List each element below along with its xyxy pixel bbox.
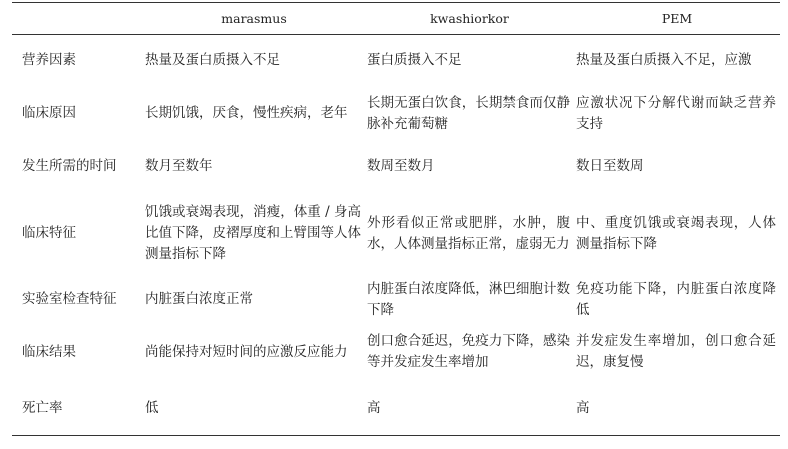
table-row (12, 323, 780, 381)
table-row (12, 381, 780, 436)
cell-pem: 免疫功能下降，内脏蛋白浓度降低 (576, 280, 776, 318)
cell-marasmus: 低 (145, 399, 159, 416)
cell-pem: 中、重度饥饿或衰竭表现，人体测量指标下降 (576, 214, 776, 252)
comparison-table (12, 2, 780, 436)
cell-pem: 数日至数周 (576, 158, 644, 174)
header-kwashiorkor: kwashiorkor (430, 11, 509, 26)
cell-marasmus: 热量及蛋白质摄入不足 (145, 51, 280, 68)
row-label: 营养因素 (22, 51, 76, 68)
cell-pem: 并发症发生率增加，创口愈合延迟，康复慢 (576, 333, 776, 370)
row-label: 临床特征 (22, 225, 76, 241)
table-row (12, 191, 780, 276)
table-row (12, 142, 780, 191)
table-row (12, 276, 780, 323)
row-label: 临床结果 (22, 343, 76, 360)
cell-kwashiorkor: 内脏蛋白浓度降低，淋巴细胞计数下降 (367, 280, 570, 318)
row-label: 发生所需的时间 (22, 158, 117, 174)
cell-marasmus: 饥饿或衰竭表现，消瘦，体重 / 身高比值下降，皮褶厚度和上臂围等人体测量指标下降 (145, 204, 361, 262)
row-label: 死亡率 (22, 399, 63, 416)
cell-kwashiorkor: 数周至数月 (367, 158, 435, 174)
cell-kwashiorkor: 蛋白质摄入不足 (367, 51, 462, 68)
row-label: 实验室检查特征 (22, 291, 117, 307)
header-empty (12, 3, 143, 35)
header-marasmus: marasmus (221, 11, 287, 26)
cell-pem: 热量及蛋白质摄入不足，应激 (576, 51, 752, 68)
cell-pem: 高 (576, 399, 590, 416)
table-row (12, 35, 780, 86)
row-label: 临床原因 (22, 105, 76, 121)
cell-marasmus: 内脏蛋白浓度正常 (145, 291, 253, 307)
cell-kwashiorkor: 长期无蛋白饮食，长期禁食而仅静脉补充葡萄糖 (367, 94, 570, 132)
header-pem: PEM (661, 11, 693, 26)
cell-pem: 应激状况下分解代谢而缺乏营养支持 (576, 94, 776, 132)
cell-marasmus: 尚能保持对短时间的应激反应能力 (145, 343, 348, 360)
cell-marasmus: 长期饥饿，厌食，慢性疾病，老年 (145, 105, 348, 121)
cell-kwashiorkor: 外形看似正常或肥胖，水肿，腹水，人体测量指标正常，虚弱无力 (367, 214, 570, 252)
cell-kwashiorkor: 高 (367, 399, 381, 416)
cell-kwashiorkor: 创口愈合延迟，免疫力下降，感染等并发症发生率增加 (367, 333, 570, 370)
table-row (12, 85, 780, 142)
cell-marasmus: 数月至数年 (145, 158, 213, 174)
header-row (12, 3, 780, 35)
